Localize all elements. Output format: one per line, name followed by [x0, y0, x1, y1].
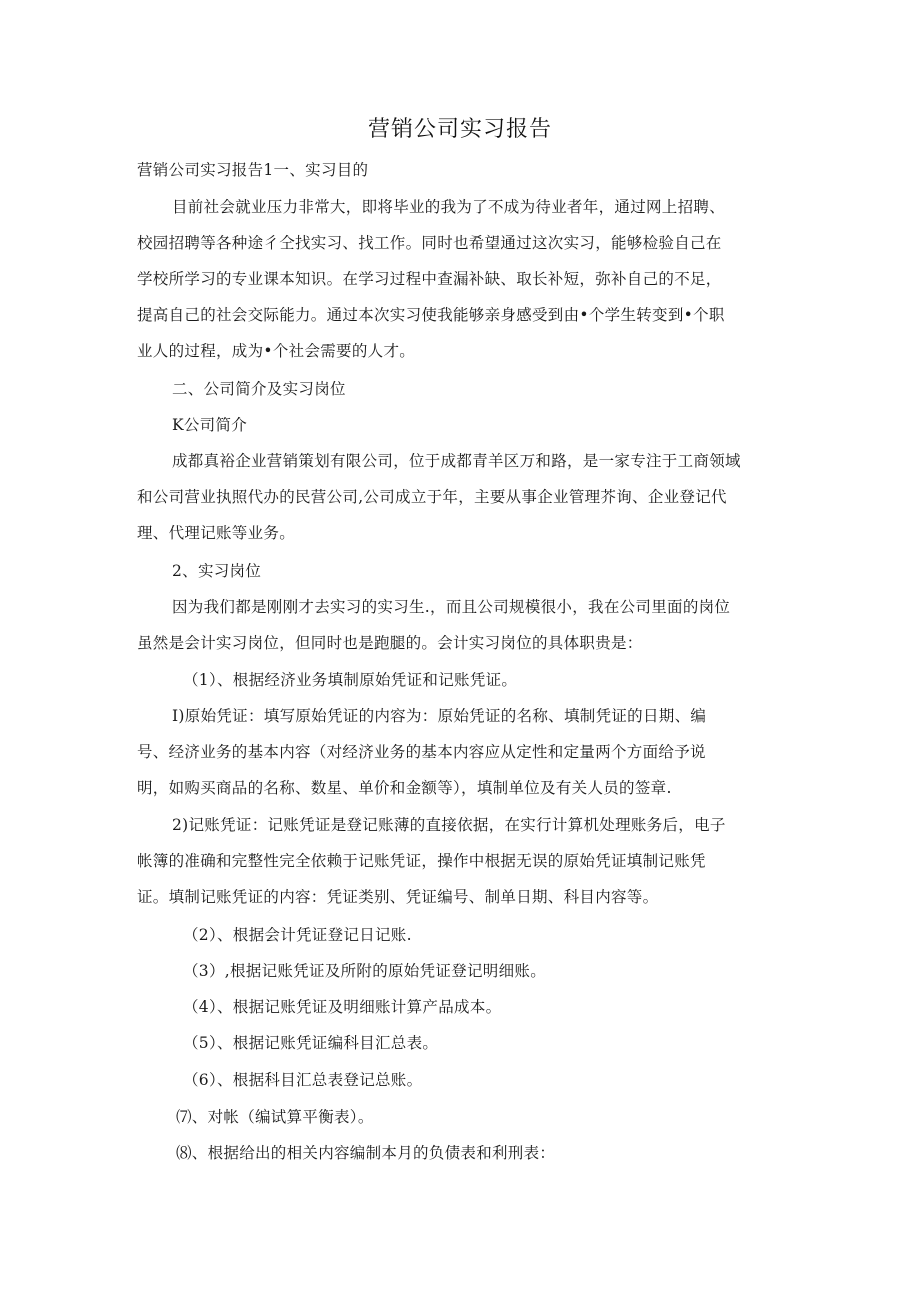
paragraph-line: I)原始凭证：填写原始凭证的内容为：原始凭证的名称、填制凭证的日期、编	[172, 707, 707, 725]
paragraph-line: 提高自己的社会交际能力。通过本次实习使我能够亲身感受到由•个学生转变到•个职	[137, 306, 725, 324]
paragraph-line: 和公司营业执照代办的民营公司,公司成立于年，主要从事企业管理芥询、企业登记代	[137, 488, 727, 506]
paragraph-line: 营销公司实习报告1一、实习目的	[137, 161, 369, 179]
paragraph-line: 2)记账凭证：记账凭证是登记账薄的直接依据，在实行计算机处理账务后，电子	[172, 816, 726, 834]
paragraph-line: 校园招聘等各种途彳仝找实习、找工作。同时也希望通过这次实习，能够检验自己在	[137, 234, 722, 252]
list-item: （6）、根据科目汇总表登记总账。	[183, 1071, 423, 1089]
paragraph-line: 虽然是会计实习岗位，但同时也是跑腿的。会计实习岗位的具体职贵是：	[137, 634, 643, 652]
subsection-heading: K公司简介	[172, 416, 248, 434]
list-item: （3）,根据记账凭证及所附的原始凭证登记明细账。	[183, 962, 546, 980]
paragraph-line: 学校所学习的专业课本知识。在学习过程中查漏补缺、取长补短，弥补自己的不足，	[137, 270, 722, 288]
list-item: （2）、根据会计凭证登记日记账.	[183, 926, 412, 944]
paragraph-line: 目前社会就业压力非常大，即将毕业的我为了不成为待业者年，通过网上招聘、	[172, 198, 726, 216]
section-heading: 二、公司简介及实习岗位	[172, 380, 346, 398]
paragraph-line: 因为我们都是刚刚才去实习的实习生.，而且公司规模很小，我在公司里面的岗位	[172, 598, 731, 616]
paragraph-line: 业人的过程，成为•个社会需要的人才。	[137, 342, 416, 360]
paragraph-line: 帐簿的准确和完整性完全依赖于记账凭证，操作中根据无误的原始凭证填制记账凭	[137, 852, 706, 870]
subsection-heading: 2、实习岗位	[172, 562, 262, 580]
paragraph-line: 明，如购买商品的名称、数星、单价和金额等），填制单位及有关人员的签章.	[137, 779, 672, 797]
paragraph-line: 号、经济业务的基本内容（对经济业务的基本内容应从定性和定量两个方面给予说	[137, 743, 706, 761]
list-item: （5）、根据记账凭证编科目汇总表。	[183, 1034, 439, 1052]
document-title: 营销公司实习报告	[367, 117, 552, 142]
paragraph-line: 理、代理记账等业务。	[137, 524, 296, 542]
list-item: ⑻、根据给出的相关内容编制本月的负债表和利刑表：	[176, 1144, 556, 1162]
paragraph-line: 成都真裕企业营销策划有限公司，位于成都青羊区万和路，是一家专注于工商领域	[172, 452, 741, 470]
list-item: （1）、根据经济业务填制原始凭证和记账凭证。	[183, 671, 518, 689]
list-item: （4）、根据记账凭证及明细账计算产品成本。	[183, 998, 502, 1016]
paragraph-line: 证。填制记账凭证的内容：凭证类别、凭证编号、制单日期、科目内容等。	[137, 888, 659, 906]
list-item: ⑺、对帐（编试算平衡表）。	[176, 1108, 374, 1126]
